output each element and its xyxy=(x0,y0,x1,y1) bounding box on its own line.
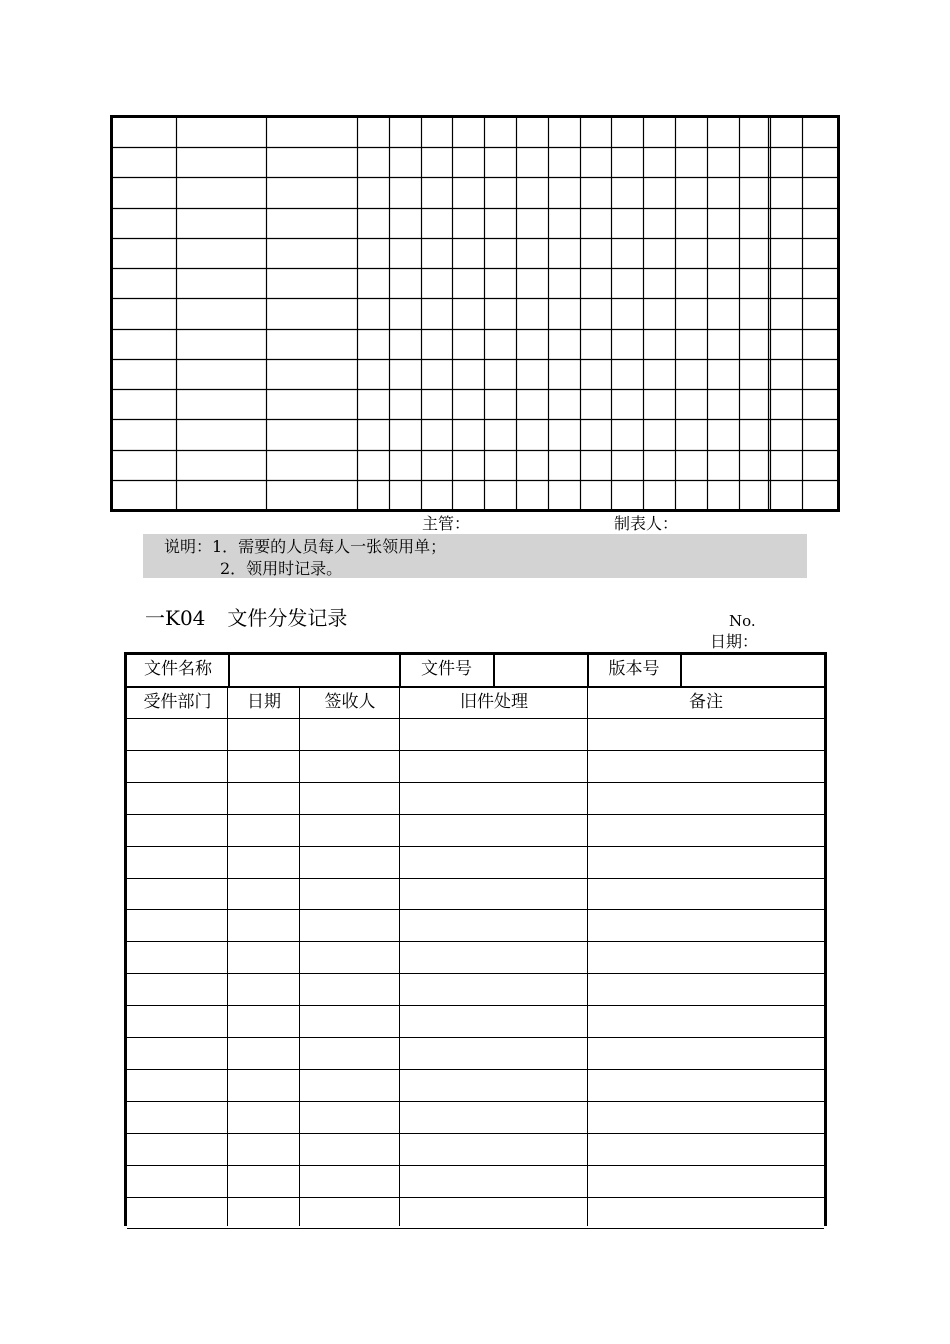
form-title xyxy=(145,605,347,631)
row-divider xyxy=(127,878,824,879)
number-label: No. xyxy=(729,612,756,630)
instructions-box xyxy=(143,534,807,578)
row-divider xyxy=(127,1101,824,1102)
row-divider xyxy=(127,1037,824,1038)
col-signer: 签收人 xyxy=(324,692,376,712)
row-divider xyxy=(127,718,824,719)
record-row[interactable] xyxy=(127,719,824,750)
preparer-label: 制表人： xyxy=(614,514,679,533)
row-divider xyxy=(127,846,824,847)
top-grid-lines xyxy=(110,115,840,512)
distribution-record-table xyxy=(124,652,827,1226)
record-row[interactable] xyxy=(127,1134,824,1165)
col-receiving-dept: 受件部门 xyxy=(143,692,212,712)
row-divider xyxy=(127,1069,824,1070)
record-row[interactable] xyxy=(127,974,824,1005)
record-row[interactable] xyxy=(127,1038,824,1069)
file-name-field[interactable] xyxy=(229,655,400,686)
file-name-label: 文件名称 xyxy=(144,659,212,679)
record-row[interactable] xyxy=(127,879,824,910)
instruction-line-1: 说明：1．需要的人员每人一张领用单； xyxy=(164,537,447,556)
instruction-line-2: 2．领用时记录。 xyxy=(220,559,343,578)
top-blank-grid xyxy=(110,115,840,512)
col-old-copy-disposal: 旧件处理 xyxy=(460,692,528,712)
file-info-row xyxy=(127,655,824,686)
row-divider xyxy=(127,909,824,910)
date-label: 日期： xyxy=(710,632,759,651)
file-number-field[interactable] xyxy=(493,655,587,686)
col-remarks: 备注 xyxy=(689,692,723,712)
record-row[interactable] xyxy=(127,783,824,814)
form-code: 一K04 xyxy=(145,606,206,630)
row-divider xyxy=(127,782,824,783)
row-divider xyxy=(127,1165,824,1166)
row-divider xyxy=(127,1005,824,1006)
record-rows xyxy=(127,688,824,1226)
record-row[interactable] xyxy=(127,1070,824,1101)
record-row[interactable] xyxy=(127,1166,824,1197)
row-divider xyxy=(127,750,824,751)
row-divider xyxy=(127,1228,824,1229)
record-row[interactable] xyxy=(127,942,824,973)
version-label: 版本号 xyxy=(608,659,660,679)
record-row[interactable] xyxy=(127,751,824,782)
record-row[interactable] xyxy=(127,1102,824,1133)
row-divider xyxy=(127,941,824,942)
version-field[interactable] xyxy=(681,655,824,686)
col-date: 日期 xyxy=(247,692,281,712)
grid-border xyxy=(112,117,839,511)
form-name: 文件分发记录 xyxy=(227,606,348,630)
record-row[interactable] xyxy=(127,1006,824,1037)
record-row[interactable] xyxy=(127,910,824,941)
record-row[interactable] xyxy=(127,815,824,846)
record-row[interactable] xyxy=(127,847,824,878)
row-divider xyxy=(127,973,824,974)
row-divider xyxy=(127,1197,824,1198)
row-divider xyxy=(127,814,824,815)
file-number-label: 文件号 xyxy=(421,659,472,679)
row-divider xyxy=(127,1133,824,1134)
record-row[interactable] xyxy=(127,1198,824,1229)
supervisor-label: 主管： xyxy=(422,514,471,533)
